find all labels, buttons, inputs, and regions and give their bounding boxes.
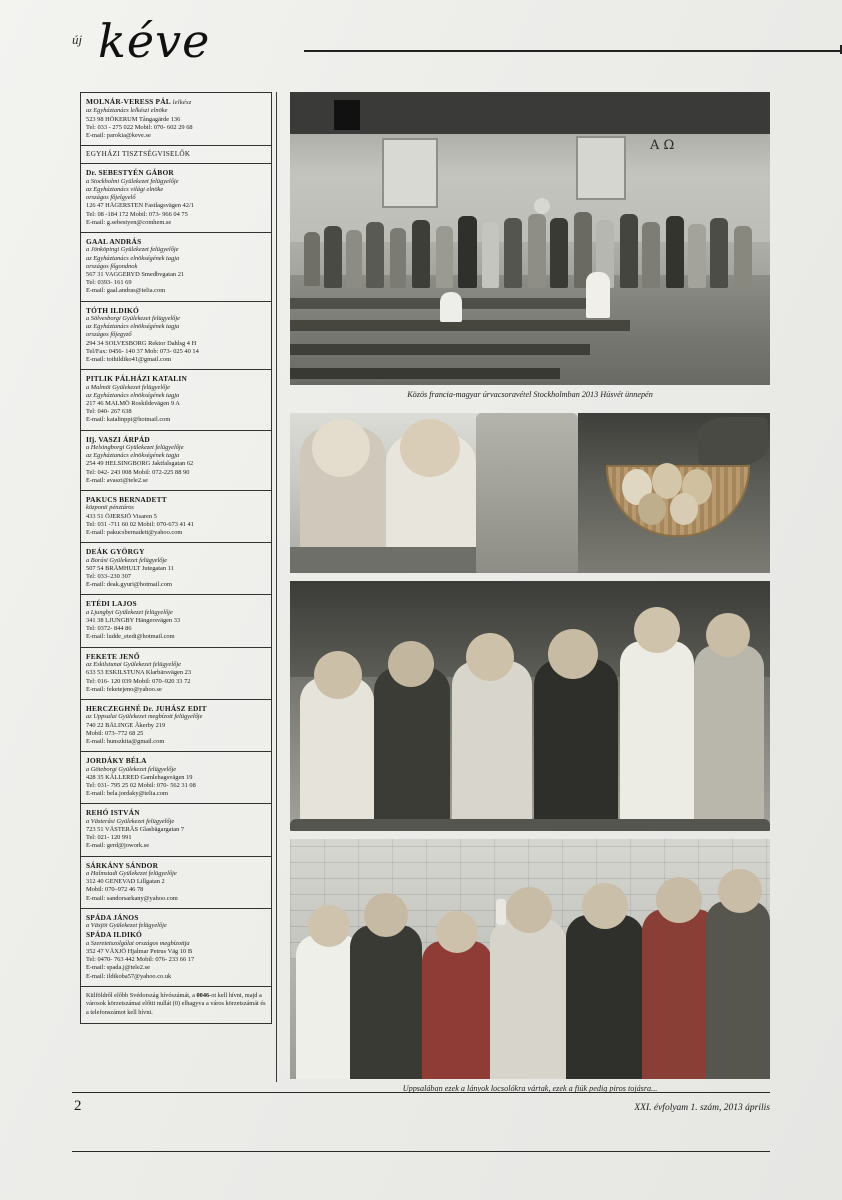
- contact-entry: [81, 164, 271, 233]
- contact-title: az Egyháztanács elnökségének tagja: [86, 391, 180, 399]
- contact-email: E-mail: gaal.andras@telia.com: [86, 287, 166, 295]
- contact-line: Tel: 042- 243 008 Mobil: 072-225 88 90: [86, 468, 190, 476]
- contact-email: E-mail: gerd@jowork.se: [86, 842, 150, 850]
- contact-title: az Egyháztanács elnökségének tagja: [86, 452, 180, 460]
- contact-email: E-mail: g.sebestyen@comhem.se: [86, 218, 172, 226]
- contact-line: 341 38 LJUNGBY Hängersvägen 33: [86, 617, 181, 625]
- contact-name: REHÓ ISTVÁN: [86, 808, 140, 818]
- contact-line: Mobil: 070–972 46 78: [86, 886, 144, 894]
- page-number: 2: [74, 1098, 82, 1114]
- contact-title: az Egyháztanács világi elnöke: [86, 186, 164, 194]
- congregation: [290, 212, 770, 322]
- contact-line: 433 51 ÖJERSJÖ Visaren 5: [86, 512, 157, 520]
- contact-name: DEÁK GYÖRGY: [86, 547, 145, 557]
- note-part-2: -ot kell hívni, majd a városok körzetszámai előtti nullát (0) elhagyva a város körzetszámát és a telefonszámot kell hívni.: [86, 991, 266, 1016]
- contact-line: Tel: 0470- 763 442 Mobil: 076- 233 66 17: [86, 956, 195, 964]
- contact-name: Dr. SEBESTYÉN GÁBOR: [86, 168, 174, 178]
- contact-email: E-mail: ludde_etedi@hotmail.com: [86, 633, 175, 641]
- contact-entry: [81, 431, 271, 491]
- contact-email: E-mail: avaszi@tele2.se: [86, 476, 148, 484]
- contact-title: országos főjegyző: [86, 331, 132, 339]
- contact-email: E-mail: ildikoba57@yahoo.co.uk: [86, 972, 172, 980]
- contact-title: a Sölvesborgi Gyülekezet felügyelője: [86, 315, 180, 323]
- contact-line: 567 31 VAGGERYD Smedbvgatan 21: [86, 271, 185, 279]
- contact-line: 507 54 BRÄMHULT Jutegatan 11: [86, 564, 174, 572]
- contact-entry: [81, 370, 271, 430]
- contact-line: Tel: 021- 120 991: [86, 834, 132, 842]
- contact-name: HERCZEGHNÉ Dr. JUHÁSZ EDIT: [86, 703, 207, 713]
- contact-title: az Eskilstunai Gyülekezet felügyelője: [86, 661, 181, 669]
- contact-name: PAKUCS BERNADETT: [86, 495, 167, 504]
- contact-line: 633 53 ESKILSTUNA Klarbärsvägen 23: [86, 669, 192, 677]
- issue-info: XXI. évfolyam 1. szám, 2013 április: [634, 1103, 770, 1113]
- contact-name: Ifj. VASZI ÁRPÁD: [86, 434, 150, 444]
- contact-title: a Malmöi Gyülekezet felügyelője: [86, 383, 170, 391]
- masthead: [72, 16, 772, 68]
- contact-entry: [81, 909, 271, 987]
- contacts-panel: [80, 92, 272, 1024]
- contact-line: Tel/Fax: 0456- 140 37 Mob: 073- 025 40 14: [86, 347, 199, 355]
- masthead-rule: [304, 50, 842, 52]
- contact-line: 217 46 MALMÖ Roskildevägen 9 A: [86, 400, 180, 408]
- window: [576, 136, 626, 200]
- contact-line: Mobil: 073–772 68 25: [86, 729, 144, 737]
- contact-entry: [81, 804, 271, 856]
- contact-line: Tel: 040- 267 638: [86, 408, 132, 416]
- international-dialing-note: [81, 987, 271, 1024]
- contact-title: a Jönköpingi Gyülekezet felügyelője: [86, 246, 179, 254]
- contact-name: MOLNÁR-VERESS PÁL: [86, 97, 171, 106]
- contact-name: SÁRKÁNY SÁNDOR: [86, 860, 159, 870]
- photo-row-two: [290, 413, 770, 573]
- contact-role: lelkész: [172, 99, 192, 106]
- contact-name: GAAL ANDRÁS: [86, 237, 142, 246]
- contact-name: SPÁDA ILDIKÓ: [86, 930, 142, 940]
- note-part-1: Külföldről előbb Svédország hívószámát, a: [86, 991, 197, 999]
- boys-with-sprinkler-photo: [290, 839, 770, 1079]
- contact-email: E-mail: sandorsarkany@yahoo.com: [86, 894, 178, 902]
- contact-entry: [81, 233, 271, 302]
- contact-title: országos főgondnok: [86, 262, 138, 270]
- contact-email: E-mail: feketejeno@yahoo.se: [86, 685, 162, 693]
- footer-rule-top: [72, 1092, 770, 1093]
- contact-name: JORDÁKY BÉLA: [86, 756, 147, 766]
- contact-name: FEKETE JENŐ: [86, 651, 140, 661]
- contact-email: E-mail: deak.gyuri@hotmail.com: [86, 581, 172, 589]
- contact-line: 254 49 HELSINGBORG Jaktfalsgatan 62: [86, 460, 194, 468]
- contact-title: országos főjelgyelő: [86, 194, 136, 202]
- note-country-code: 0046: [196, 991, 210, 999]
- contact-entry: [81, 543, 271, 595]
- contact-title: a Stockholmi Gyülekezet felügyelője: [86, 177, 179, 185]
- two-girls-drawing-photo: [290, 413, 578, 573]
- contact-title: az Egyháztanács elnökségének tagja: [86, 254, 180, 262]
- contact-line: Tel: 031- 795 25 02 Mobil: 070- 562 31 08: [86, 781, 196, 789]
- contact-title: a Helsingborgi Gyülekezet felügyelője: [86, 444, 184, 452]
- contact-email: E-mail: bela.jordaky@telia.com: [86, 790, 169, 798]
- church-communion-photo: [290, 92, 770, 385]
- boys-with-sprinkler-caption: Uppsalában ezek a lányok locsolókra vártak, ezek a fiúk pedig piros tojásra...: [402, 1084, 658, 1093]
- contact-entry: [81, 752, 271, 804]
- contact-line: Tel: 016- 120 039 Mobil: 070–920 33 72: [86, 677, 191, 685]
- contact-entry: [81, 595, 271, 647]
- contact-email: E-mail: spada.j@tele2.se: [86, 964, 150, 972]
- contact-line: 294 34 SOLVESBORG Rektor Dahlsg 4 H: [86, 339, 197, 347]
- contact-email: E-mail: tothildiko41@gmail.com: [86, 356, 172, 363]
- contact-title: az Uppsalai Gyülekezet megbízott felügyelője: [86, 713, 203, 721]
- masthead-title: kéve: [98, 14, 211, 68]
- contact-title: központi pénztáros: [86, 504, 134, 512]
- contact-email: E-mail: hunszkita@gmail.com: [86, 737, 165, 745]
- contact-line: Tel: 0372- 844 86: [86, 625, 132, 633]
- contact-line: 312 40 GENEVAD Lillgatan 2: [86, 878, 165, 886]
- church-communion-caption: Közös francia-magyar úrvacsoravétel Stockholmban 2013 Húsvét ünnepén: [407, 390, 653, 399]
- group-of-women-and-children-photo: [290, 581, 770, 831]
- contact-title: az Egyháztanács lelkészi elnöke: [86, 107, 168, 115]
- contact-title: a Växjöi Gyülekezet felügyelője: [86, 922, 167, 930]
- contact-line: 740 22 BÄLINGE Åkerby 219: [86, 721, 166, 729]
- contact-line: Tel: 031 -711 60 02 Mobil: 070-673 41 41: [86, 520, 194, 528]
- contact-email: E-mail: pakucsbernadett@yahoo.com: [86, 529, 183, 537]
- contact-title: a Ljungbyi Gyülekezet felügyelője: [86, 608, 173, 616]
- photo-column: [290, 92, 770, 1099]
- alpha-omega-symbol: Α Ω: [650, 138, 675, 153]
- contact-name: TÓTH ILDIKÓ: [86, 305, 139, 315]
- contact-name: ETÉDI LAJOS: [86, 599, 137, 609]
- contact-entry: [81, 648, 271, 700]
- contact-title: a Göteborgi Gyülekezet felügyelője: [86, 765, 177, 773]
- contact-email: E-mail: parokia@keve.se: [86, 132, 151, 139]
- column-divider: [276, 92, 277, 1082]
- contact-entry: [81, 491, 271, 543]
- contact-name: SPÁDA JÁNOS: [86, 912, 139, 922]
- contact-entry: [81, 857, 271, 909]
- contact-name: PITLIK PÁLHÁZI KATALIN: [86, 374, 188, 384]
- contact-title: a Szeretetszolgálat országos megbízottja: [86, 939, 190, 947]
- contact-line: Tel: 08 -184 172 Mobil: 073- 966 04 75: [86, 210, 188, 218]
- sprinkler-bottle: [496, 899, 506, 925]
- contacts-section-header: EGYHÁZI TISZTSÉGVISELŐK: [81, 146, 271, 164]
- contact-line: 523 98 HÖKERUM Tångagärde 136: [86, 115, 181, 123]
- contact-entry: [81, 93, 271, 146]
- contact-line: 428 35 KÅLLERED Gamlehagsvägen 19: [86, 773, 193, 781]
- window: [382, 138, 438, 208]
- contact-line: Tel: 033–230 307: [86, 573, 131, 581]
- contact-line: 352 47 VÄXJÖ Hjalmar Petrus Väg 10 B: [86, 948, 193, 956]
- contact-line: Tel: 0393- 161 69: [86, 279, 132, 287]
- masthead-prefix: új: [72, 32, 83, 47]
- easter-egg-basket-photo: [578, 413, 770, 573]
- loudspeaker: [334, 100, 360, 130]
- footer-rule-bottom: [72, 1151, 770, 1152]
- contact-line: 126 47 HÄGERSTEN Fastlagsvägen 42/1: [86, 202, 194, 210]
- contact-line: Tel: 033 - 275 022 Mobil: 070- 602 29 68: [86, 123, 193, 131]
- contact-line: 723 51 VÄSTERÅS Glasbägargatan 7: [86, 825, 185, 833]
- contact-email: E-mail: katalinppi@hotmail.com: [86, 416, 171, 424]
- contact-entry: [81, 302, 271, 371]
- contact-title: a Borási Gyülekezet felügyelője: [86, 556, 168, 564]
- contact-title: a Västeråsi Gyülekezet felügyelője: [86, 817, 175, 825]
- contact-title: a Halmstadi Gyülekezet felügyelője: [86, 870, 177, 877]
- contact-title: az Egyháztanács elnökségének tagja: [86, 323, 180, 331]
- contact-entry: [81, 700, 271, 752]
